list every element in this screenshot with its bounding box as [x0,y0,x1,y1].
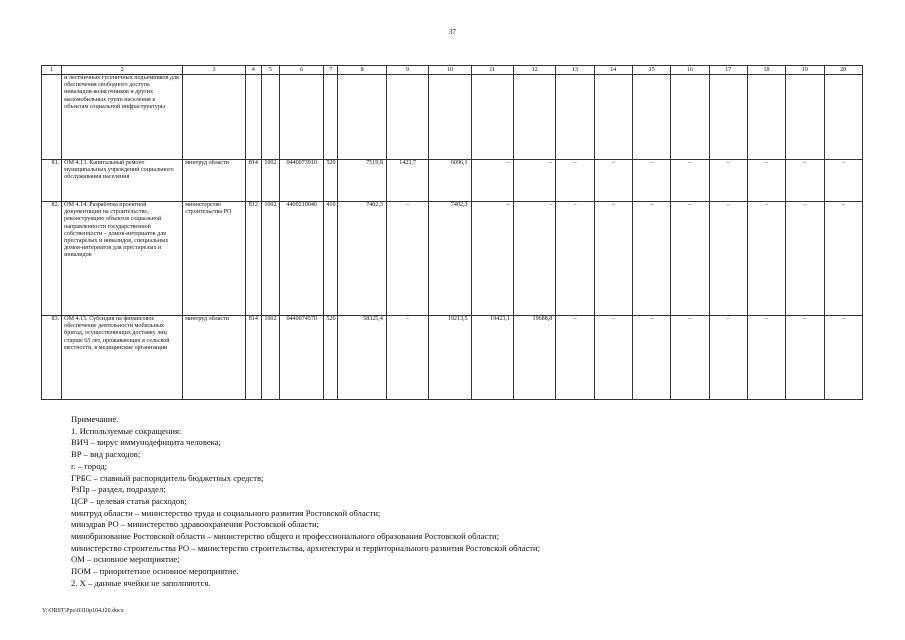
value: – [594,202,632,316]
value: – [594,316,632,400]
total-value: 7402,3 [338,202,386,316]
note-line: 1. Используемые сокращения: [71,425,182,436]
value: – [786,160,824,202]
value: – [556,202,594,316]
value: 19688,8 [513,316,555,400]
header-cell: 9 [386,66,428,75]
vr-code: 814 [245,160,261,202]
header-cell: 14 [594,66,632,75]
value: – [594,160,632,202]
value: – [632,316,670,400]
value: – [386,202,428,316]
value: – [513,202,555,316]
vr-code: 814 [245,316,261,400]
file-path: Y:\ORST\Ppo\0310p104.f20.docx [42,608,124,614]
value: – [671,316,709,400]
note-line: 2. Х – данные ячейки не заполняются. [71,577,211,588]
value: – [632,202,670,316]
header-cell: 7 [324,66,338,75]
note-line: ЦСР – целевая статья расходов; [71,495,187,506]
value: – [513,160,555,202]
value: – [786,202,824,316]
note-line: минтруд области – министерство труда и социального развития Ростовской области; [71,507,381,518]
table-row [42,316,863,400]
value: – [824,160,862,202]
total-value: 58325,4 [338,316,386,400]
note-line: ГРБС – главный распорядитель бюджетных средств; [71,472,264,483]
value: – [709,160,747,202]
notes-section [71,414,540,590]
header-cell: 10 [429,66,471,75]
value: – [556,316,594,400]
header-cell: 4 [245,66,261,75]
header-cell: 1 [42,66,62,75]
value: – [824,316,862,400]
value: – [471,160,513,202]
header-cell: 19 [786,66,824,75]
vr2-code: 520 [324,316,338,400]
csr-code: 0440074570 [280,316,324,400]
value: – [747,316,785,400]
value: 6096,1 [429,160,471,202]
row-number: 83. [42,316,62,400]
vr2-code: 520 [324,160,338,202]
notes-title: Примечание. [71,414,119,424]
program-table [41,65,863,400]
grbs-name: минтруд области [183,316,246,400]
header-cell: 2 [62,66,183,75]
item-name: ОМ 4.14. Разработка проектной документации на строительство, реконструкцию объектов социальной направленности государственной собственности – домов-интернатов для престарелых и инвалидов, специальных домов-интернатов для престарелых и инвалидов [62,202,183,316]
note-line: минобразование Ростовской области – министерство общего и профессионального образования Ростовской области; [71,531,499,542]
grbs-name: министерство строительства РО [183,202,246,316]
value: 7402,3 [429,202,471,316]
header-cell: 3 [183,66,246,75]
csr-code: 0440073910 [280,160,324,202]
header-cell: 12 [513,66,555,75]
vr2-code: 410 [324,202,338,316]
header-row [42,66,863,75]
header-cell: 15 [632,66,670,75]
item-name: ОМ 4.13. Капитальный ремонт муниципальных учреждений социального обслуживания населения [62,160,183,202]
note-line: РзПр – раздел, подраздел; [71,484,166,495]
note-line: ВР – вид расходов; [71,449,141,460]
header-cell: 13 [556,66,594,75]
note-line: министерство строительства РО – министерство строительства, архитектуры и территориального развития Ростовской области; [71,542,540,553]
header-cell: 6 [280,66,324,75]
item-name: ОМ 4.15. Субсидия на финансовое обеспечение деятельности мобильных бригад, осуществляющих доставку лиц старше 65 лет, проживающих в сельской местности, в медицинские организации [62,316,183,400]
csr-code: 4400210040 [280,202,324,316]
value: – [709,202,747,316]
note-line: г. – город; [71,460,108,471]
row-number: 82. [42,202,62,316]
item-name: и лестничных гусеничных подъемников для обеспечения свободного доступа инвалидов-колясочников и других маломобильных групп населения к объектам социальной инфраструктуры [62,75,183,160]
rzpr-code: 1002 [261,316,279,400]
continuation-row [42,75,863,160]
note-line: минздрав РО – министерство здравоохранения Ростовской области; [71,519,319,530]
header-cell: 16 [671,66,709,75]
note-line: ОМ – основное мероприятие; [71,554,180,565]
value: – [709,316,747,400]
header-cell: 5 [261,66,279,75]
value: 19423,1 [471,316,513,400]
rzpr-code: 1002 [261,160,279,202]
header-cell: 20 [824,66,862,75]
value: 19213,5 [429,316,471,400]
row-number: 81. [42,160,62,202]
note-line: ПОМ – приоритетное основное мероприятие. [71,566,239,577]
total-value: 7519,8 [338,160,386,202]
grbs-name: минтруд области [183,160,246,202]
value: – [471,202,513,316]
note-line: ВИЧ – вирус иммунодефицита человека; [71,437,221,448]
table-row [42,202,863,316]
header-cell: 18 [747,66,785,75]
header-cell: 8 [338,66,386,75]
page-number: 37 [449,28,456,36]
value: – [671,202,709,316]
value: – [556,160,594,202]
value: – [671,160,709,202]
rzpr-code: 1002 [261,202,279,316]
value: – [786,316,824,400]
vr-code: 812 [245,202,261,316]
value: – [824,202,862,316]
header-cell: 11 [471,66,513,75]
table-row [42,160,863,202]
header-cell: 17 [709,66,747,75]
value: – [386,316,428,400]
value: 1423,7 [386,160,428,202]
value: – [747,160,785,202]
value: – [747,202,785,316]
value: – [632,160,670,202]
